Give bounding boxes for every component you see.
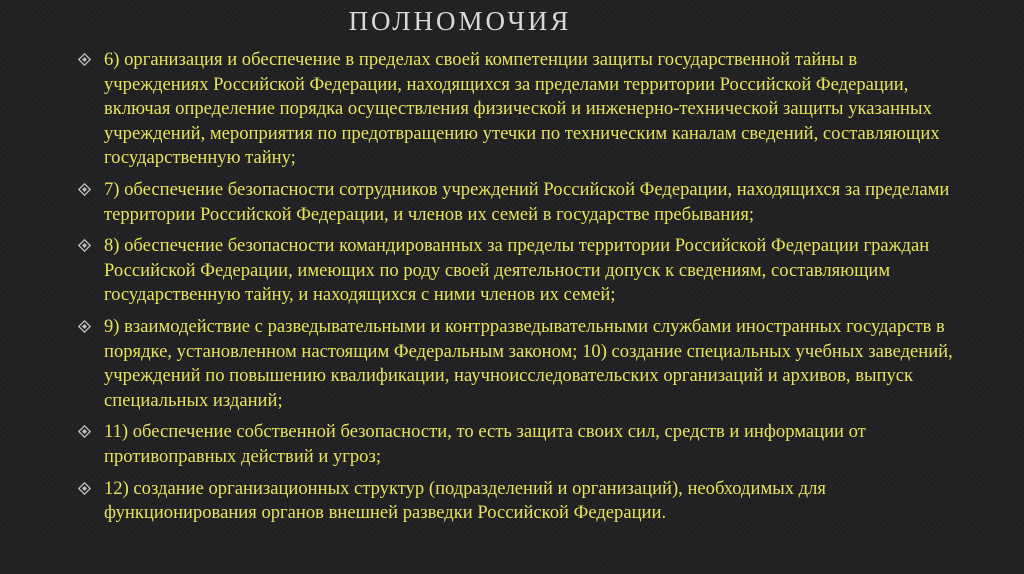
list-item [78,48,958,171]
diamond-bullet-icon [78,239,91,252]
diamond-bullet-icon [78,183,91,196]
list-item [78,420,958,469]
list-item-text: 9) взаимодействие с разведывательными и контрразведывательными службами иностранных государств в порядке, установленном настоящим Федеральным законом; 10) создание специальных учебных заведений, учреждений по повышению квалификации, научноисследовательских организаций и архивов, выпуск специальных изданий; [104,315,953,411]
diamond-bullet-icon [78,425,91,438]
slide-title: ПОЛНОМОЧИЯ [348,6,572,36]
list-item [78,477,958,526]
list-item [78,178,958,227]
list-item-text: 6) организация и обеспечение в пределах своей компетенции защиты государственной тайны в учреждениях Российской Федерации, находящихся за пределами территории Российской Федерации, включая определение порядка осуществления физической и инженерно-технической защиты указанных учреждений, мероприятия по предотвращению утечки по техническим каналам сведений, составляющих государственную тайну; [104,49,940,169]
list-item-text: 11) обеспечение собственной безопасности, то есть защита своих сил, средств и информации от противоправных действий и угроз; [104,421,866,467]
bullet-list [78,48,958,533]
list-item-text: 12) создание организационных структур (подразделений и организаций), необходимых для функционирования органов внешней разведки Российской Федерации. [104,477,826,524]
list-item-text: 8) обеспечение безопасности командированных за пределы территории Российской Федерации граждан Российской Федерации, имеющих по роду своей деятельности допуск к сведениям, составляющим государственную тайну, и находящихся с ними членов их семей; [104,235,930,306]
diamond-bullet-icon [78,320,91,333]
diamond-bullet-icon [78,53,91,66]
diamond-bullet-icon [78,482,91,495]
list-item-text: 7) обеспечение безопасности сотрудников учреждений Российской Федерации, находящихся за пределами территории Российской Федерации, и членов их семей в государстве пребывания; [104,178,950,225]
list-item [78,234,958,308]
list-item [78,315,958,413]
